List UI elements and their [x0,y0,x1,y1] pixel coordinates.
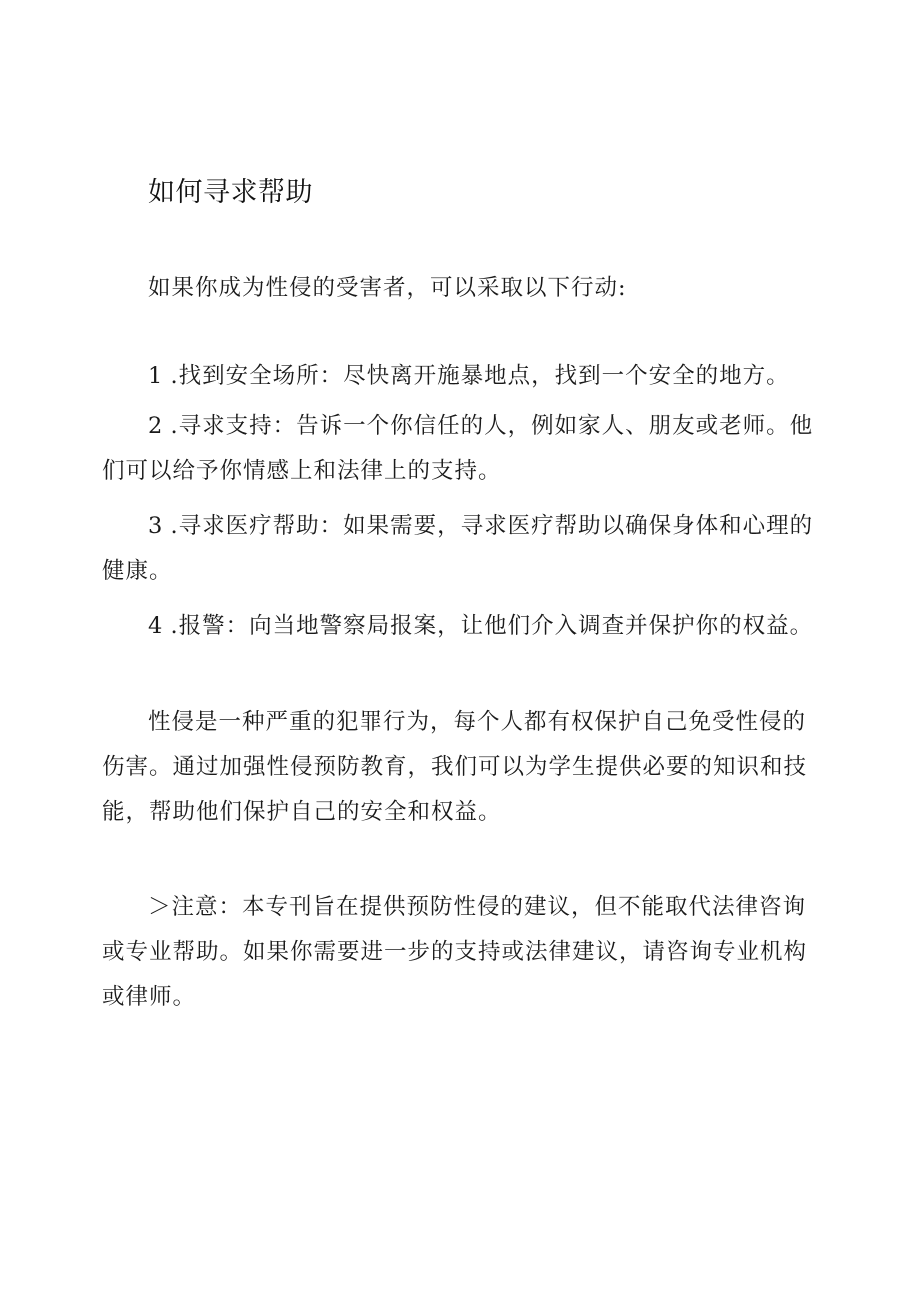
list-item [102,604,822,649]
intro-paragraph: 如果你成为性侵的受害者，可以采取以下行动: [148,275,627,301]
list-item-number: 4 [148,613,163,639]
list-item-number: 3 [148,513,163,539]
list-item-number: 1 [148,363,163,389]
list-item-text: .寻求支持：告诉一个你信任的人，例如家人、朋友或老师。他们可以给予你情感上和法律上的支持。 [102,413,814,484]
disclaimer-note: ＞注意：本专刊旨在提供预防性侵的建议，但不能取代法律咨询或专业帮助。如果你需要进一步的支持或法律建议，请咨询专业机构或律师。 [102,894,808,1010]
list-item-text: .报警：向当地警察局报案，让他们介入调查并保护你的权益。 [170,613,814,639]
summary-paragraph: 性侵是一种严重的犯罪行为，每个人都有权保护自己免受性侵的伤害。通过加强性侵预防教育，我们可以为学生提供必要的知识和技能，帮助他们保护自己的安全和权益。 [102,709,808,825]
list-item-text: .寻求医疗帮助：如果需要，寻求医疗帮助以确保身体和心理的健康。 [102,513,814,584]
list-item [102,504,822,594]
list-item [102,354,822,399]
list-item-text: .找到安全场所：尽快离开施暴地点，找到一个安全的地方。 [170,363,790,389]
section-heading: 如何寻求帮助 [148,177,313,208]
list-item-number: 2 [148,413,163,439]
list-item [102,404,822,494]
